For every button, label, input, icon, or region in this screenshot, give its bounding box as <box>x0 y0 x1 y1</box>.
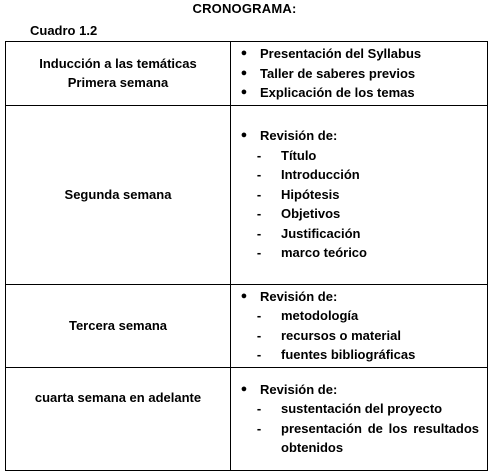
list-item-text: Presentación del Syllabus <box>260 46 422 61</box>
sub-list-item-text: recursos o material <box>281 327 401 343</box>
list-item <box>231 287 487 307</box>
list-item-text: Taller de saberes previos <box>260 65 416 81</box>
bullet-icon: ● <box>240 382 248 395</box>
sub-list-item <box>231 185 487 205</box>
sub-list-item-text: Introducción <box>281 167 360 183</box>
week-label-line: Segunda semana <box>64 186 172 202</box>
list-item <box>231 44 487 64</box>
sub-list-item-text: Justificación <box>281 225 361 241</box>
week-label-line: cuarta semana en adelante <box>34 389 202 405</box>
bullet-icon: ● <box>240 47 248 59</box>
list-item-text: Revisión de: <box>260 128 338 144</box>
week-cell <box>6 42 231 106</box>
sub-list-item <box>231 146 487 166</box>
bullet-icon: ● <box>240 86 248 98</box>
table-caption: Cuadro 1.2 <box>30 23 98 38</box>
dash-icon: - <box>256 401 262 416</box>
sub-list-item <box>231 165 487 185</box>
schedule-table <box>5 41 488 471</box>
sub-list-item-text: metodología <box>281 308 359 323</box>
week-cell <box>6 284 231 367</box>
bullet-icon: ● <box>240 289 248 302</box>
sub-list-item <box>231 326 487 346</box>
sub-list-item-text: fuentes bibliográficas <box>281 347 416 362</box>
list-item <box>231 380 487 400</box>
sub-list-item <box>231 419 487 458</box>
sub-list-item-text: Objetivos <box>281 206 341 222</box>
activities-cell <box>231 42 488 106</box>
activities-cell <box>231 367 488 470</box>
sub-list-item-text: presentación de los resultados obtenidos <box>281 420 479 455</box>
dash-icon: - <box>256 420 262 436</box>
sub-list-item <box>231 224 487 244</box>
dash-icon: - <box>256 206 262 222</box>
week-cell <box>6 105 231 284</box>
sub-list-item-text: Título <box>281 147 317 163</box>
sub-list-item <box>231 243 487 263</box>
document-title: CRONOGRAMA: <box>192 1 297 16</box>
sub-list-item <box>231 399 487 419</box>
sub-list-item <box>231 345 487 365</box>
table-row <box>6 42 488 106</box>
list-item <box>231 64 487 84</box>
table-row <box>6 284 488 367</box>
dash-icon: - <box>256 347 262 362</box>
table-row <box>6 105 488 284</box>
list-item <box>231 83 487 103</box>
dash-icon: - <box>256 225 262 241</box>
bullet-icon: ● <box>240 66 248 79</box>
list-item <box>231 126 487 146</box>
sub-list-item-text: marco teórico <box>281 245 367 261</box>
week-label-line: Primera semana <box>67 75 169 91</box>
dash-icon: - <box>256 147 262 163</box>
dash-icon: - <box>256 186 262 202</box>
list-item-text: Revisión de: <box>260 381 338 397</box>
dash-icon: - <box>256 308 262 323</box>
week-cell <box>6 367 231 470</box>
sub-list-item <box>231 306 487 326</box>
activities-cell <box>231 105 488 284</box>
week-label-line: Inducción a las temáticas <box>39 55 197 71</box>
dash-icon: - <box>256 167 262 183</box>
table-row <box>6 367 488 470</box>
list-item-text: Revisión de: <box>260 288 338 304</box>
sub-list-item-text: Hipótesis <box>281 186 340 202</box>
dash-icon: - <box>256 327 262 343</box>
activities-cell <box>231 284 488 367</box>
dash-icon: - <box>256 245 262 261</box>
sub-list-item-text: sustentación del proyecto <box>281 401 443 416</box>
list-item-text: Explicación de los temas <box>260 85 415 100</box>
week-label-line: Tercera semana <box>68 317 168 333</box>
bullet-icon: ● <box>240 129 248 142</box>
sub-list-item <box>231 204 487 224</box>
